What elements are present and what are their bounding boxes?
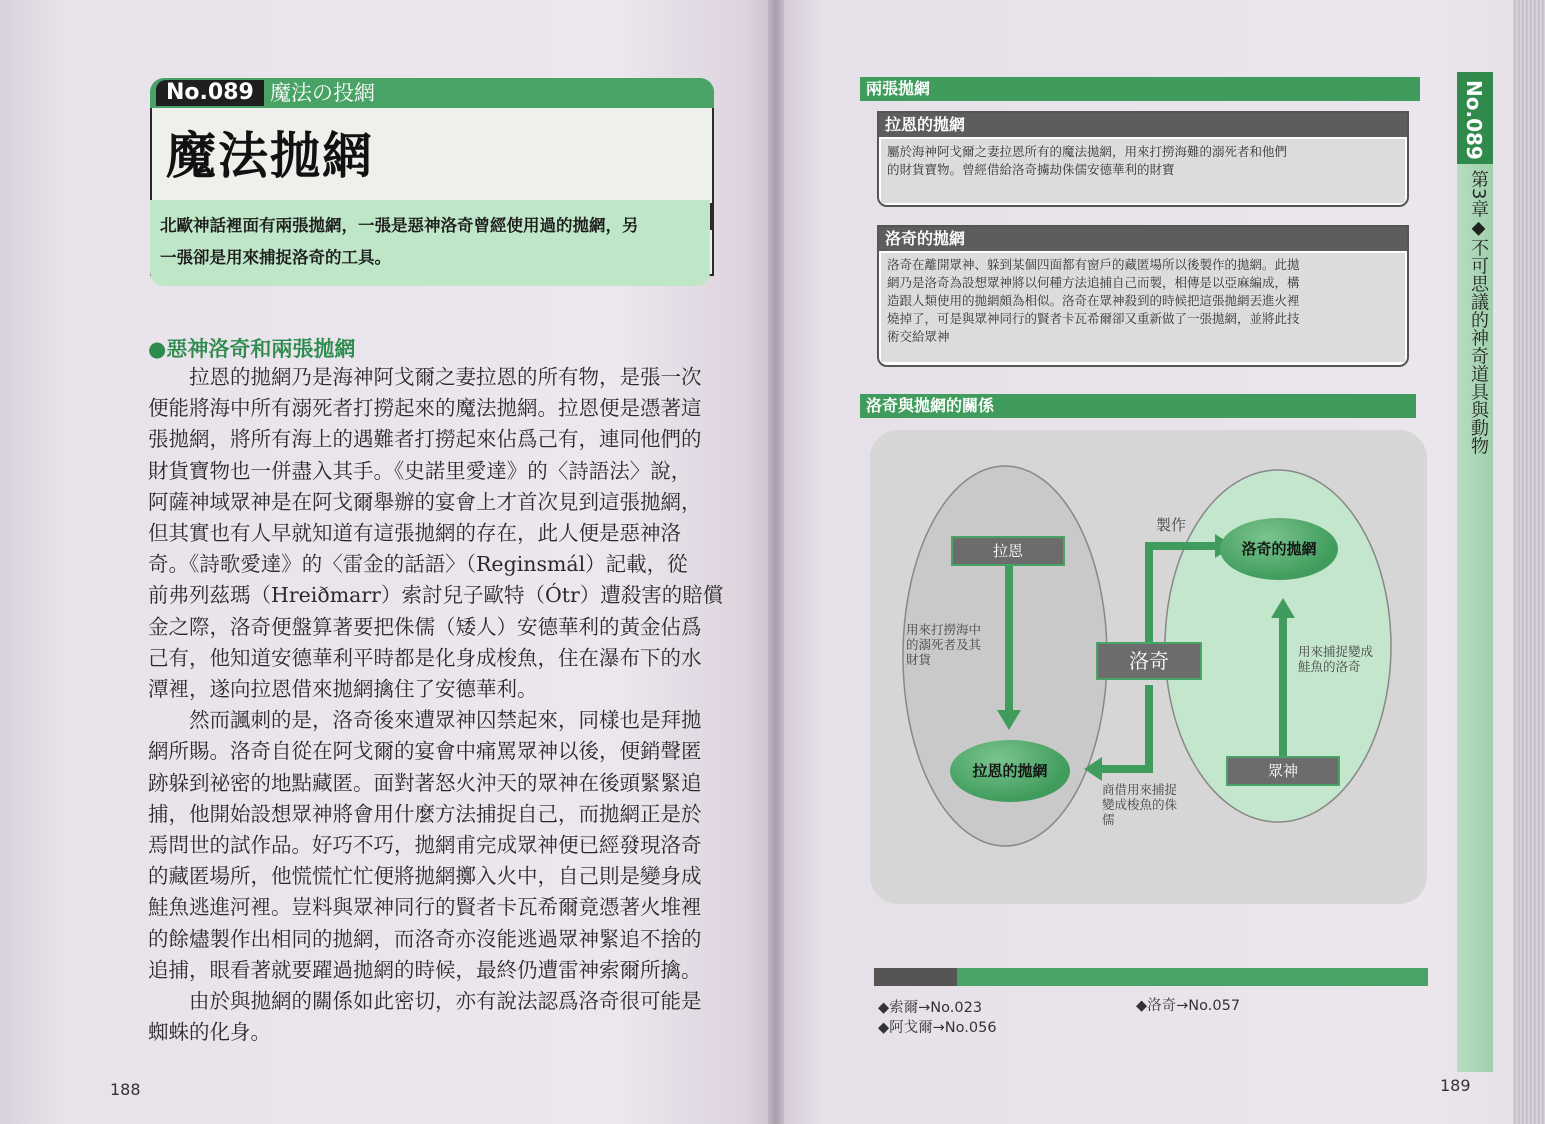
page-number-left: 188	[110, 1080, 141, 1099]
page-number-right: 189	[1440, 1076, 1471, 1095]
body-line: 但其實也有人早就知道有這張拋網的存在，此人便是惡神洛	[148, 521, 681, 545]
body-line: 捕，他開始設想眾神將會用什麼方法捕捉自己，而拋網正是於	[148, 801, 702, 826]
body-line: 網所賜。洛奇自從在阿戈爾的宴會中痛罵眾神以後，便銷聲匿	[148, 739, 702, 764]
summary-line: 一張卻是用來捕捉洛奇的工具。	[160, 248, 391, 267]
body-line: 己有，他知道安德華利平時都是化身成梭魚，住在瀑布下的水	[148, 645, 702, 670]
panel-title: 拉恩的拋網	[879, 113, 1407, 137]
node-gods: 眾神	[1226, 756, 1340, 786]
section-title: 兩張拋網	[866, 79, 931, 98]
arrow-shaft	[1145, 685, 1153, 773]
label-made: 製作	[1156, 516, 1187, 534]
panel-ran-net	[877, 111, 1409, 207]
side-tab-number: No.089	[1462, 80, 1486, 160]
body-line: 焉問世的試作品。好巧不巧，拋網甫完成眾神便已經發現洛奇	[148, 833, 702, 857]
body-line: 奇。《詩歌愛達》的〈雷金的話語〉（Reginsmál）記載，從	[148, 552, 688, 577]
body-line: 拉恩的拋網乃是海神阿戈爾之妻拉恩的所有物，是張一次	[148, 365, 702, 389]
body-line: 然而諷刺的是，洛奇後來遭眾神囚禁起來，同樣也是拜拋	[148, 708, 702, 733]
body-line: 張拋網，將所有海上的遇難者打撈起來佔爲己有，連同他們的	[148, 427, 702, 452]
page-title: 魔法抛網	[166, 126, 374, 185]
body-line: 前弗列茲瑪（Hreiðmarr）索討兒子歐特（Ótr）遭殺害的賠償	[148, 583, 724, 608]
panel-body	[881, 253, 1405, 362]
section-heading: ●惡神洛奇和兩張拋網	[148, 337, 356, 361]
book-gutter	[768, 0, 784, 1124]
panel-line: 造跟人類使用的拋網頗為相似。洛奇在眾神殺到的時候把這張拋網丟進火裡	[887, 293, 1300, 308]
body-line: 金之際，洛奇便盤算著要把侏儒（矮人）安德華利的黃金佔爲	[148, 614, 702, 639]
node-loki: 洛奇	[1096, 642, 1202, 680]
header-tab	[150, 78, 714, 108]
body-line: 追捕，眼看著就要躍過拋網的時候，最終仍遭雷神索爾所擒。	[148, 957, 702, 982]
section-bar-two-nets	[860, 77, 1420, 101]
panel-line: 術交給眾神	[887, 329, 950, 344]
entry-header	[150, 78, 714, 290]
arrow-shaft	[1005, 552, 1013, 712]
body-line: 鮭魚逃進河裡。豈料與眾神同行的賢者卡瓦希爾竟憑著火堆裡	[148, 895, 702, 920]
related-link[interactable]: ◆洛奇→No.057	[1136, 998, 1241, 1014]
body-line: 潭裡，遂向拉恩借來拋網擒住了安德華利。	[148, 677, 538, 701]
body-line: 的藏匿場所，他慌慌忙忙便將拋網擲入火中，自己則是變身成	[148, 864, 702, 889]
relation-diagram	[870, 430, 1427, 904]
entry-number-badge: No.089	[156, 80, 264, 106]
node-loki-net: 洛奇的拋網	[1220, 518, 1338, 580]
related-items-header	[874, 968, 1428, 986]
chapter-side-tab	[1457, 72, 1493, 1072]
related-link[interactable]: ◆阿戈爾→No.056	[878, 1020, 997, 1036]
summary-line: 北歐神話裡面有兩張拋網，一張是惡神洛奇曾經使用過的拋網，另	[160, 216, 639, 235]
page-edges	[1513, 0, 1545, 1124]
arrow-shaft	[1100, 765, 1153, 773]
japanese-title: 魔法の投網	[270, 81, 375, 105]
panel-line: 網乃是洛奇為設想眾神將以何種方法追捕自己而製，相傳是以亞麻編成，構	[887, 275, 1300, 290]
body-line: 跡躲到祕密的地點藏匿。面對著怒火沖天的眾神在後頭緊緊追	[148, 770, 702, 795]
summary-box	[150, 200, 710, 286]
body-line: 的餘燼製作出相同的拋網，而洛奇亦沒能逃過眾神緊追不捨的	[148, 926, 702, 951]
panel-loki-net	[877, 225, 1409, 367]
panel-line: 屬於海神阿戈爾之妻拉恩所有的魔法拋網，用來打撈海難的溺死者和他們	[887, 144, 1288, 159]
body-line: 蜘蛛的化身。	[148, 1020, 271, 1045]
node-ran: 拉恩	[951, 536, 1065, 566]
label-bottom: 商借用來捕捉 變成梭魚的侏 儒	[1102, 782, 1178, 827]
arrow-shaft	[1145, 542, 1217, 550]
section-bar-relation	[860, 394, 1416, 418]
panel-body	[881, 139, 1405, 203]
label-left: 用來打撈海中 的溺死者及其 財貨	[906, 622, 982, 667]
panel-title: 洛奇的拋網	[879, 227, 1407, 251]
body-line: 由於與拋網的關係如此密切，亦有說法認爲洛奇很可能是	[148, 989, 702, 1013]
related-link[interactable]: ◆索爾→No.023	[878, 1000, 983, 1016]
section-title: 洛奇與拋網的關係	[866, 396, 995, 415]
panel-line: 燒掉了，可是與眾神同行的賢者卡瓦希爾卻又重新做了一張拋網，並將此技	[887, 311, 1300, 326]
body-line: 財貨寶物也一併盡入其手。《史諾里愛達》的〈詩語法〉說，	[148, 458, 692, 483]
node-ran-net: 拉恩的拋網	[950, 740, 1070, 802]
panel-line: 的財貨寶物。曾經借給洛奇擄劫侏儒安德華利的財寶	[887, 162, 1175, 177]
label-right: 用來捕捉變成 鮭魚的洛奇	[1298, 644, 1374, 674]
body-line: 阿薩神域眾神是在阿戈爾舉辦的宴會上才首次見到這張拋網，	[148, 489, 702, 514]
body-line: 便能將海中所有溺死者打撈起來的魔法拋網。拉恩便是憑著這	[148, 396, 702, 421]
side-tab-number-box	[1457, 72, 1493, 164]
chapter-title: 第3章◆不可思議的神奇道具與動物	[1468, 170, 1489, 455]
arrow-shaft	[1279, 616, 1287, 756]
panel-line: 洛奇在離開眾神、躲到某個四面都有窗戶的藏匿場所以後製作的拋網。此拋	[887, 257, 1300, 272]
